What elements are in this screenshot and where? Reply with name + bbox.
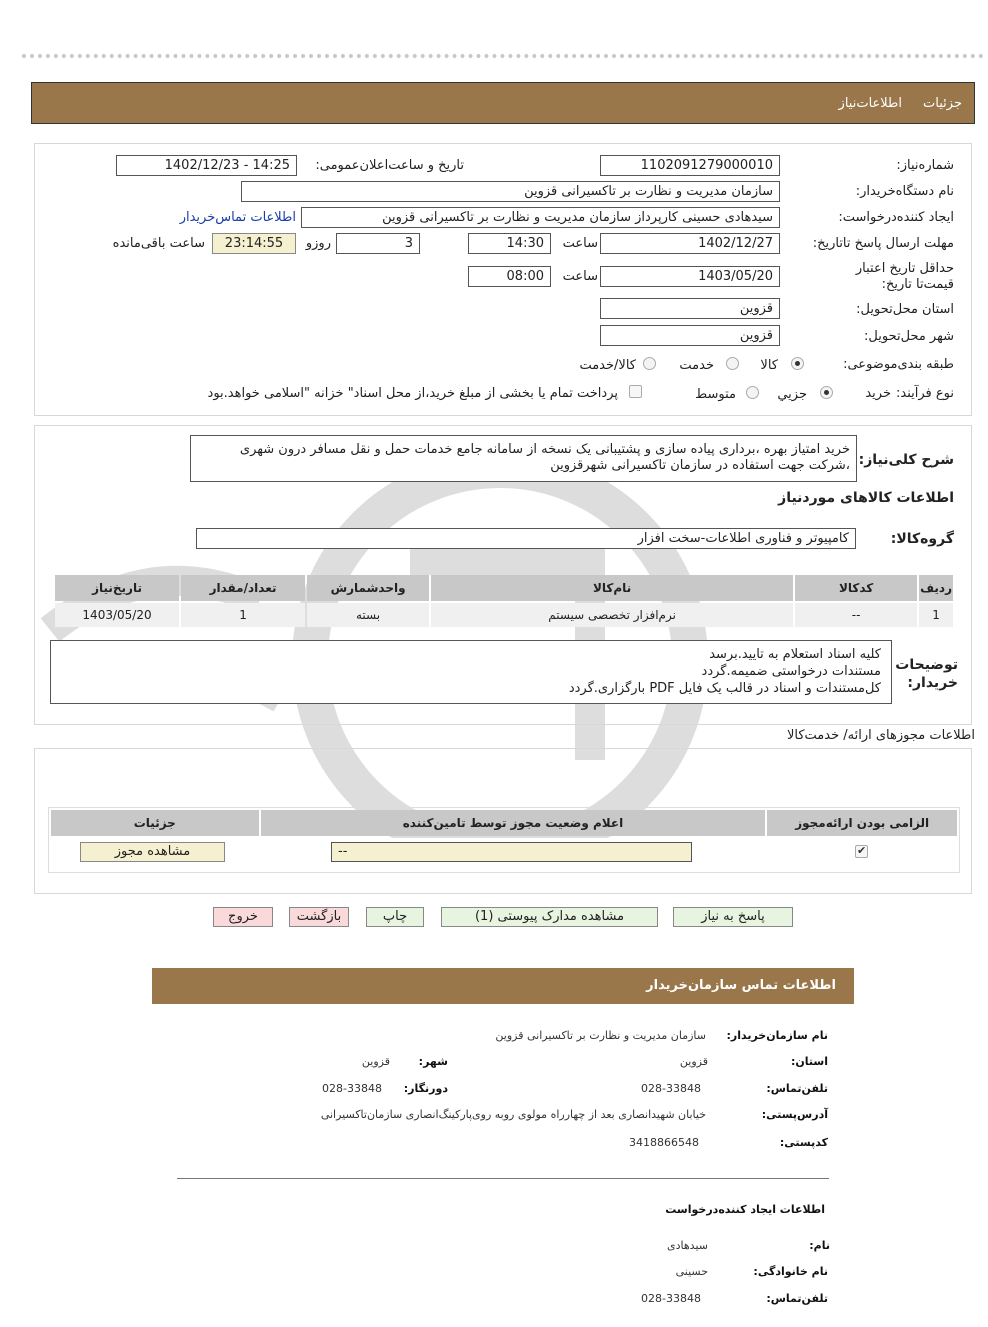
- buyer-notes-label-2: خریدار:: [907, 675, 958, 691]
- col-permit-status: اعلام وضعیت مجوز توسط تامین‌کننده: [261, 810, 766, 836]
- process-minor-label: جزیي: [777, 387, 807, 402]
- deadline-time-label: ساعت: [562, 236, 598, 251]
- category-goods-service-radio[interactable]: [643, 357, 656, 370]
- category-service-radio[interactable]: [726, 357, 739, 370]
- col-row: ردیف: [919, 575, 953, 601]
- city-label: شهر محل‌تحویل:: [864, 329, 954, 344]
- attachments-button[interactable]: مشاهده مدارک پیوستی (1): [441, 907, 658, 927]
- exit-button[interactable]: خروج: [213, 907, 273, 927]
- print-button[interactable]: چاپ: [366, 907, 424, 927]
- org-address-label: آدرس‌پستی:: [761, 1108, 828, 1121]
- remaining-timer: 23:14:55: [212, 233, 296, 254]
- category-label: طبقه بندی‌موضوعی:: [843, 357, 954, 372]
- header-bar: [31, 82, 975, 124]
- org-contact-title: اطلاعات تماس سازمان‌خریدار: [646, 978, 836, 993]
- buyer-notes-line: مستندات درخواستی ضمیمه.گردد: [701, 664, 881, 679]
- need-number-label: شماره‌نیاز:: [896, 158, 954, 173]
- col-qty: تعداد/مقدار: [181, 575, 305, 601]
- tab-details[interactable]: جزئیات: [923, 96, 962, 111]
- category-goods-service-label: کالا/خدمت: [579, 358, 636, 373]
- validity-label: حداقل تاریخ اعتبار قیمت‌تا تاریخ:: [855, 261, 954, 292]
- col-code: کدکالا: [795, 575, 917, 601]
- process-medium-label: متوسط: [695, 387, 736, 402]
- buyer-notes-field: [50, 640, 892, 704]
- validity-time-field: 08:00: [468, 266, 551, 287]
- need-number-field: 1102091279000010: [600, 155, 780, 176]
- process-label: نوع فرآیند:: [896, 386, 954, 401]
- days-field: 3: [336, 233, 420, 254]
- col-permit-details: جزئیات: [51, 810, 259, 836]
- goods-group-label: گروه‌کالا:: [890, 531, 954, 547]
- buyer-notes-line: کلیه اسناد استعلام به تایید.برسد: [709, 647, 881, 662]
- org-fax-label: دورنگار:: [403, 1082, 448, 1095]
- remaining-label: ساعت باقی‌مانده: [112, 236, 205, 251]
- org-fax-value: 028-33848: [322, 1082, 382, 1095]
- province-label: استان محل‌تحویل:: [856, 302, 954, 317]
- category-goods-label: کالا: [760, 358, 778, 373]
- table-row: [55, 603, 953, 627]
- category-service-label: خدمت: [679, 358, 714, 373]
- goods-table: [53, 573, 955, 629]
- process-buy-label: خرید: [865, 386, 891, 401]
- requester-name-label: نام:: [809, 1239, 830, 1252]
- requester-phone-value: 028-33848: [641, 1292, 701, 1305]
- announce-date-label: تاریخ و ساعت‌اعلان‌عمومی:: [315, 158, 464, 173]
- col-name: نام‌کالا: [431, 575, 793, 601]
- requester-name-value: سیدهادی: [667, 1239, 708, 1252]
- buyer-notes-label-1: توضیحات: [895, 657, 958, 673]
- process-medium-radio[interactable]: [746, 386, 759, 399]
- top-dotted-separator: [22, 54, 984, 58]
- back-button[interactable]: بازگشت: [289, 907, 349, 927]
- goods-info-heading: اطلاعات کالاهای موردنیاز: [778, 490, 954, 506]
- permits-table-header: [51, 810, 957, 836]
- org-postal-label: کد‌پستی:: [779, 1136, 828, 1149]
- category-goods-radio[interactable]: [791, 357, 804, 370]
- col-permit-required: الزامی بودن ارائه‌مجوز: [767, 810, 957, 836]
- creator-label: ایجاد کننده‌درخواست:: [838, 210, 954, 225]
- org-province-label: استان:: [791, 1055, 828, 1068]
- general-desc-field: خرید امتیاز بهره ،برداری پیاده سازی و پشتیبانی یک نسخه از سامانه جامع خدمات حمل و نقل مسافر درون شهری ،شرکت جهت استفاده در سازمان تاکسیرانی شهرقزوین: [190, 435, 857, 482]
- org-name-label: نام سازمان‌خریدار:: [726, 1029, 828, 1042]
- creator-field: سیدهادی حسینی کارپرداز سازمان مدیریت و نظارت بر تاکسیرانی قزوین: [301, 207, 780, 228]
- buyer-notes-line: کل‌مستندات و اسناد در قالب یک فایل PDF بارگزاری.گردد: [568, 681, 881, 696]
- treasury-payment-label: پرداخت تمام یا بخشی از مبلغ خرید،از محل اسناد" خزانه "اسلامی خواهد.بود: [207, 386, 618, 401]
- org-name-value: سازمان مدیریت و نظارت بر تاکسیرانی قزوین: [495, 1029, 706, 1042]
- col-unit: واحدشمارش: [307, 575, 429, 601]
- org-phone-value: 028-33848: [641, 1082, 701, 1095]
- process-minor-radio[interactable]: [820, 386, 833, 399]
- org-city-label: شهر:: [418, 1055, 448, 1068]
- cell-unit: بسته: [307, 603, 429, 627]
- province-field: قزوین: [600, 298, 780, 319]
- permit-required-checkbox[interactable]: [855, 845, 868, 858]
- contact-divider: [177, 1178, 829, 1179]
- deadline-label: مهلت ارسال پاسخ تا‌تاریخ:: [812, 236, 954, 251]
- org-address-value: خیابان شهیدانصاری بعد از چهارراه مولوی روبه روی‌پارکینگ‌انصاری سازمان‌تاکسیرانی: [320, 1108, 706, 1121]
- org-city-value: قزوین: [361, 1055, 390, 1068]
- buyer-contact-link[interactable]: اطلاعات تماس‌خریدار: [179, 210, 296, 225]
- cell-qty: 1: [181, 603, 305, 627]
- general-desc-label: شرح کلی‌نیاز:: [858, 452, 954, 468]
- requester-title: اطلاعات ایجاد کننده‌درخواست: [665, 1203, 825, 1216]
- announce-date-field: 1402/12/23 - 14:25: [116, 155, 297, 176]
- deadline-date-field: 1402/12/27: [600, 233, 780, 254]
- requester-family-label: نام خانوادگی:: [753, 1265, 828, 1278]
- city-field: قزوین: [600, 325, 780, 346]
- permits-heading: اطلاعات مجوزهای ارائه/ خدمت‌کالا: [786, 728, 975, 743]
- org-contact-header: [152, 968, 854, 1004]
- view-permit-button[interactable]: مشاهده مجوز: [80, 842, 225, 862]
- buyer-org-label: نام دستگاه‌خریدار:: [855, 184, 954, 199]
- deadline-time-field: 14:30: [468, 233, 551, 254]
- cell-code: --: [795, 603, 917, 627]
- buyer-org-field: سازمان مدیریت و نظارت بر تاکسیرانی قزوین: [241, 181, 780, 202]
- reply-button[interactable]: پاسخ به نیاز: [673, 907, 793, 927]
- permit-status-field: --: [331, 842, 692, 862]
- col-date: تاریخ‌نیاز: [55, 575, 179, 601]
- validity-date-field: 1403/05/20: [600, 266, 780, 287]
- goods-group-field: کامپیوتر و فناوری اطلاعات-سخت افزار: [196, 528, 856, 549]
- cell-row: 1: [919, 603, 953, 627]
- cell-date: 1403/05/20: [55, 603, 179, 627]
- requester-family-value: حسینی: [675, 1265, 708, 1278]
- requester-phone-label: تلفن‌تماس:: [766, 1292, 828, 1305]
- validity-time-label: ساعت: [562, 269, 598, 284]
- org-postal-value: 3418866548: [629, 1136, 699, 1149]
- treasury-payment-checkbox[interactable]: [629, 385, 642, 398]
- days-label: روزو: [305, 236, 331, 251]
- org-province-value: قزوین: [679, 1055, 708, 1068]
- cell-name: نرم‌افزار تخصصی سیستم: [431, 603, 793, 627]
- goods-table-header: [55, 575, 953, 601]
- org-phone-label: تلفن‌تماس:: [766, 1082, 828, 1095]
- permits-table: [48, 807, 960, 873]
- tab-need-info[interactable]: اطلاعات‌نیاز: [838, 96, 902, 111]
